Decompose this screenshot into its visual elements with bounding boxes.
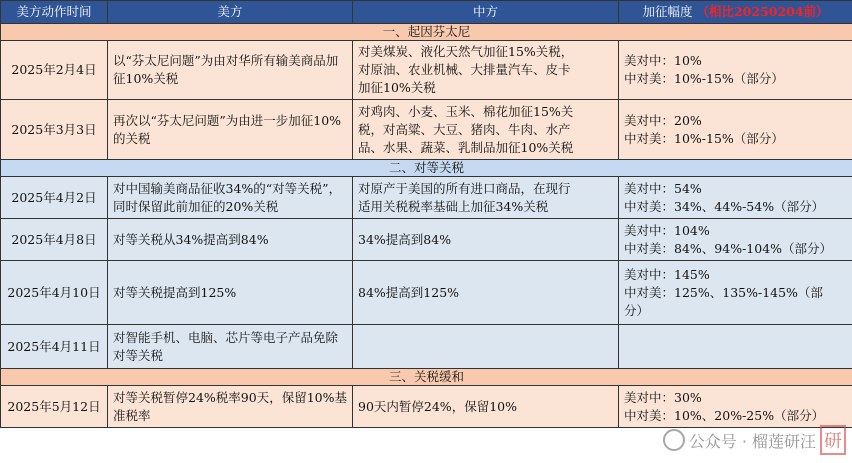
row-date: 2025年4月11日: [1, 325, 108, 369]
row-date: 2025年4月10日: [1, 261, 108, 325]
row-us: 对等关税从34%提高到84%: [108, 219, 353, 261]
watermark-text: 公众号 · 榴莲研汪: [688, 431, 816, 451]
row-rate: 美对中：10% 中对美：10%-15%（部分）: [619, 41, 852, 100]
section-row: [1, 160, 852, 177]
row-us: 对智能手机、电脑、芯片等电子产品免除对等关税: [108, 325, 353, 369]
header-us: 美方: [108, 1, 353, 24]
row-rate: 美对中：145% 中对美：125%、135%-145%（部 分）: [619, 261, 852, 325]
row-date: 2025年2月4日: [1, 41, 108, 100]
row-rate: 美对中：104% 中对美：84%、94%-104%（部分）: [619, 219, 852, 261]
table-row: [1, 41, 852, 100]
table-row: [1, 100, 852, 160]
row-cn: [353, 325, 619, 369]
row-date: 2025年5月12日: [1, 386, 108, 428]
row-cn: 34%提高到84%: [353, 219, 619, 261]
row-date: 2025年4月8日: [1, 219, 108, 261]
row-us: 以“芬太尼问题”为由对华所有输美商品加征10%关税: [108, 41, 353, 100]
row-date: 2025年3月3日: [1, 100, 108, 160]
row-cn: 对鸡肉、小麦、玉米、棉花加征15%关 税，对高粱、大豆、猪肉、牛肉、水产 品、水果、蔬菜、乳制品加征10%关税: [353, 100, 619, 160]
table-row: [1, 386, 852, 428]
section-title: 二、对等关税: [1, 160, 852, 177]
header-date: 美方动作时间: [1, 1, 108, 24]
row-rate: 美对中：20% 中对美：10%-15%（部分）: [619, 100, 852, 160]
row-date: 2025年4月2日: [1, 177, 108, 219]
table-row: [1, 177, 852, 219]
header-rate: 加征幅度 （相比20250204前）: [619, 1, 852, 24]
row-cn: 对美煤炭、液化天然气加征15%关税， 对原油、农业机械、大排量汽车、皮卡 加征10%关税: [353, 41, 619, 100]
row-rate: [619, 325, 852, 369]
section-title: 一、起因芬太尼: [1, 24, 852, 41]
wechat-icon: [663, 429, 685, 451]
row-cn: 对原产于美国的所有进口商品，在现行 适用关税税率基础上加征34%关税: [353, 177, 619, 219]
row-rate: 美对中：54% 中对美：34%、44%-54%（部分）: [619, 177, 852, 219]
table-row: [1, 325, 852, 369]
row-rate: 美对中：30% 中对美：10%、20%-25%（部分）: [619, 386, 852, 428]
table-row: [1, 261, 852, 325]
header-cn: 中方: [353, 1, 619, 24]
header-rate-note: （相比20250204前）: [696, 4, 829, 19]
row-us: 对等关税暂停24%税率90天，保留10%基准税率: [108, 386, 353, 428]
section-title: 三、关税缓和: [1, 369, 852, 386]
row-cn: 90天内暂停24%，保留10%: [353, 386, 619, 428]
watermark: [663, 425, 846, 455]
section-row: [1, 369, 852, 386]
stamp-icon: 研: [820, 425, 846, 455]
table-row: [1, 219, 852, 261]
row-us: 对中国输美商品征收34%的“对等关税”，同时保留此前加征的20%关税: [108, 177, 353, 219]
row-cn: 84%提高到125%: [353, 261, 619, 325]
section-row: [1, 24, 852, 41]
row-us: 再次以“芬太尼问题”为由进一步加征10%的关税: [108, 100, 353, 160]
row-us: 对等关税提高到125%: [108, 261, 353, 325]
header-row: [1, 1, 852, 24]
